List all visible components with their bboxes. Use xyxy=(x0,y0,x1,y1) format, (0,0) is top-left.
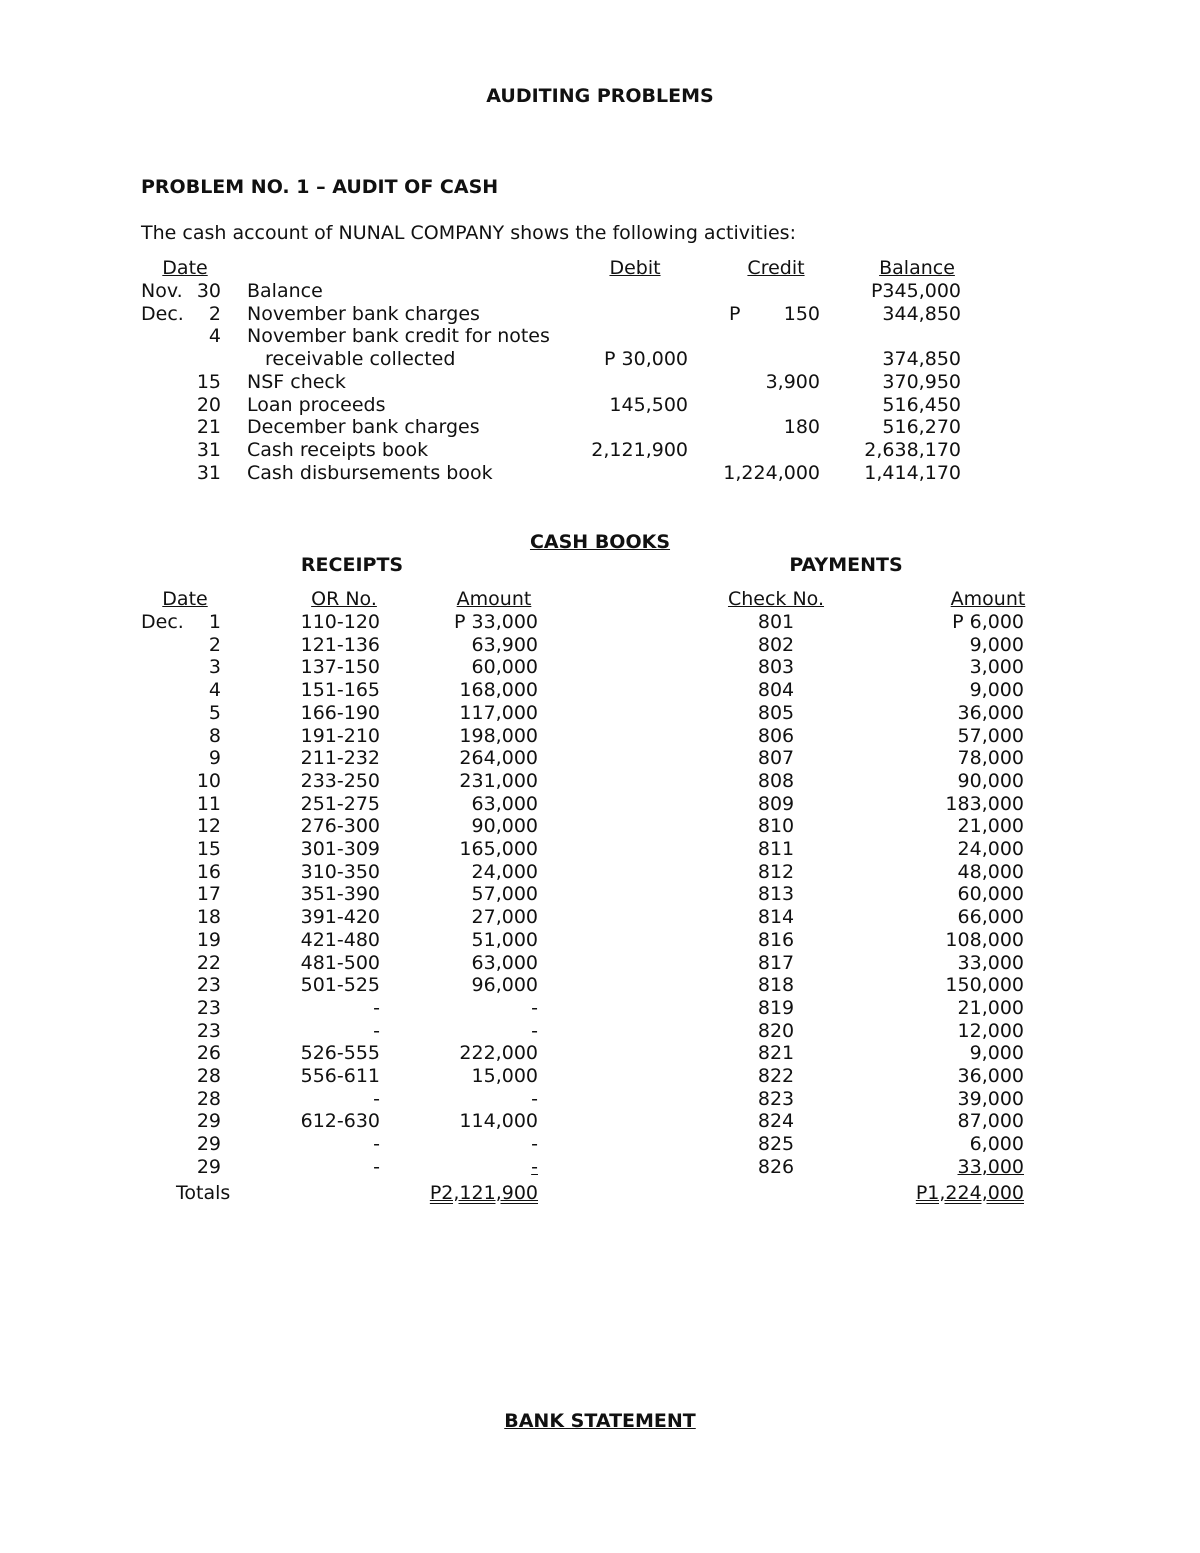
payment-amount: 48,000 xyxy=(957,860,1024,883)
entry-description: December bank charges xyxy=(247,416,480,439)
totals-row xyxy=(0,1182,1200,1205)
payment-amount: 21,000 xyxy=(957,815,1024,838)
cash-book-row xyxy=(0,1156,1200,1179)
bank-statement-title: BANK STATEMENT xyxy=(504,1410,696,1432)
cash-account-row xyxy=(0,348,1200,371)
receipt-amount: - xyxy=(531,1155,538,1178)
cash-book-row xyxy=(0,611,1200,634)
payment-check-no: 822 xyxy=(757,1065,795,1087)
book-day: 2 xyxy=(208,633,221,656)
payment-check-no: 804 xyxy=(757,679,795,702)
col-header-date: Date xyxy=(162,588,208,610)
book-day: 3 xyxy=(208,656,221,679)
entry-debit: P 30,000 xyxy=(604,348,688,371)
receipt-amount: - xyxy=(531,1133,538,1156)
receipt-or-no: 276-300 xyxy=(300,815,380,838)
payment-check-no: 824 xyxy=(757,1110,795,1133)
cash-account-row xyxy=(0,280,1200,303)
receipt-amount: 27,000 xyxy=(471,906,538,929)
entry-day: 21 xyxy=(196,416,221,439)
payment-check-no: 818 xyxy=(757,974,795,997)
entry-credit: 3,900 xyxy=(765,370,820,393)
entry-balance: 344,850 xyxy=(882,302,961,325)
receipt-amount: 15,000 xyxy=(471,1065,538,1087)
cash-account-row xyxy=(0,325,1200,348)
payment-check-no: 823 xyxy=(757,1087,795,1110)
receipts-total: P2,121,900 xyxy=(429,1182,538,1204)
payment-amount: P 6,000 xyxy=(952,611,1024,633)
receipt-or-no: 137-150 xyxy=(300,656,380,679)
receipt-or-no: - xyxy=(373,1155,380,1178)
cash-book-row xyxy=(0,1020,1200,1043)
payment-check-no: 801 xyxy=(757,611,795,633)
receipt-or-no: 351-390 xyxy=(300,883,380,906)
payment-check-no: 807 xyxy=(757,747,795,770)
entry-day: 20 xyxy=(196,393,221,416)
book-day: 12 xyxy=(196,815,221,838)
payment-amount: 9,000 xyxy=(969,1042,1024,1065)
receipt-or-no: - xyxy=(373,1087,380,1110)
payment-check-no: 820 xyxy=(757,1019,795,1042)
intro-text: The cash account of NUNAL COMPANY shows the following activities: xyxy=(141,222,796,244)
payment-amount: 33,000 xyxy=(957,951,1024,974)
cash-book-row xyxy=(0,883,1200,906)
cash-book-row xyxy=(0,1065,1200,1088)
payment-amount: 183,000 xyxy=(945,792,1024,815)
receipt-or-no: 310-350 xyxy=(300,860,380,883)
receipt-amount: 51,000 xyxy=(471,928,538,951)
payment-check-no: 826 xyxy=(757,1155,795,1178)
entry-description: November bank credit for notes xyxy=(247,325,550,348)
entry-description: Loan proceeds xyxy=(247,393,386,416)
cash-book-row xyxy=(0,656,1200,679)
book-day: 16 xyxy=(196,860,221,883)
receipt-or-no: 233-250 xyxy=(300,769,380,792)
payment-amount: 108,000 xyxy=(945,928,1024,951)
payment-amount: 36,000 xyxy=(957,701,1024,724)
entry-description: Cash receipts book xyxy=(247,438,429,461)
cash-book-row xyxy=(0,747,1200,770)
payment-check-no: 812 xyxy=(757,860,795,883)
entry-description: November bank charges xyxy=(247,302,480,325)
payment-amount: 6,000 xyxy=(969,1133,1024,1156)
payment-check-no: 808 xyxy=(757,769,795,792)
receipt-amount: 198,000 xyxy=(459,724,538,747)
entry-description: Balance xyxy=(247,280,323,302)
entry-description: Cash disbursements book xyxy=(247,461,493,484)
cash-book-row xyxy=(0,702,1200,725)
receipt-or-no: - xyxy=(373,996,380,1019)
payment-check-no: 816 xyxy=(757,928,795,951)
receipt-or-no: 391-420 xyxy=(300,906,380,929)
cash-book-row xyxy=(0,861,1200,884)
receipt-amount: P 33,000 xyxy=(454,611,538,633)
payment-amount: 66,000 xyxy=(957,906,1024,929)
payment-amount: 57,000 xyxy=(957,724,1024,747)
cash-book-row xyxy=(0,952,1200,975)
receipt-or-no: - xyxy=(373,1133,380,1156)
payment-amount: 24,000 xyxy=(957,838,1024,860)
receipt-amount: 63,000 xyxy=(471,792,538,815)
receipt-amount: 264,000 xyxy=(459,747,538,770)
entry-month: Nov. xyxy=(141,280,183,302)
receipt-or-no: 166-190 xyxy=(300,701,380,724)
entry-balance: P345,000 xyxy=(870,280,961,302)
entry-day: 15 xyxy=(196,370,221,393)
entry-description: receivable collected xyxy=(265,348,456,371)
cash-book-row xyxy=(0,974,1200,997)
payments-total: P1,224,000 xyxy=(915,1182,1024,1204)
receipt-amount: 90,000 xyxy=(471,815,538,838)
cash-account-row xyxy=(0,462,1200,485)
book-day: 23 xyxy=(196,974,221,997)
payment-check-no: 821 xyxy=(757,1042,795,1065)
payment-amount: 12,000 xyxy=(957,1019,1024,1042)
entry-day: 31 xyxy=(196,461,221,484)
cash-books-header-row xyxy=(0,588,1200,611)
receipt-or-no: 211-232 xyxy=(300,747,380,770)
book-day: 22 xyxy=(196,951,221,974)
book-day: 19 xyxy=(196,928,221,951)
entry-credit: 180 xyxy=(783,416,820,439)
payment-amount: 36,000 xyxy=(957,1065,1024,1087)
cash-book-row xyxy=(0,725,1200,748)
payment-amount: 21,000 xyxy=(957,996,1024,1019)
receipt-amount: 222,000 xyxy=(459,1042,538,1065)
cash-book-row xyxy=(0,1042,1200,1065)
entry-balance: 516,450 xyxy=(882,393,961,416)
book-day: 5 xyxy=(208,701,221,724)
cash-book-row xyxy=(0,1110,1200,1133)
entry-month: Dec. xyxy=(141,302,184,325)
cash-book-row xyxy=(0,906,1200,929)
cash-book-row xyxy=(0,997,1200,1020)
receipt-amount: 24,000 xyxy=(471,860,538,883)
entry-day: 4 xyxy=(208,325,221,348)
receipt-or-no: 556-611 xyxy=(300,1065,380,1087)
book-day: 18 xyxy=(196,906,221,929)
payment-check-no: 817 xyxy=(757,951,795,974)
payment-check-no: 819 xyxy=(757,996,795,1019)
book-day: 11 xyxy=(196,792,221,815)
totals-label: Totals xyxy=(176,1182,231,1204)
receipt-amount: 117,000 xyxy=(459,701,538,724)
receipt-amount: 63,900 xyxy=(471,633,538,656)
receipt-amount: - xyxy=(531,996,538,1019)
entry-day: 30 xyxy=(196,280,221,302)
payment-amount: 9,000 xyxy=(969,633,1024,656)
entry-balance: 516,270 xyxy=(882,416,961,439)
receipt-amount: - xyxy=(531,1019,538,1042)
payment-amount: 39,000 xyxy=(957,1087,1024,1110)
cash-account-row xyxy=(0,394,1200,417)
entry-balance: 370,950 xyxy=(882,370,961,393)
cash-book-row xyxy=(0,679,1200,702)
book-day: 29 xyxy=(196,1155,221,1178)
receipt-or-no: 191-210 xyxy=(300,724,380,747)
receipt-amount: 96,000 xyxy=(471,974,538,997)
entry-day: 2 xyxy=(208,302,221,325)
book-day: 10 xyxy=(196,769,221,792)
payment-amount: 9,000 xyxy=(969,679,1024,702)
cash-account-row xyxy=(0,416,1200,439)
book-day: 15 xyxy=(196,838,221,860)
cash-account-header-row xyxy=(0,257,1200,280)
receipt-or-no: 421-480 xyxy=(300,928,380,951)
receipt-or-no: 301-309 xyxy=(300,838,380,860)
payment-check-no: 805 xyxy=(757,701,795,724)
entry-balance: 374,850 xyxy=(882,348,961,371)
receipt-amount: 63,000 xyxy=(471,951,538,974)
book-day: 4 xyxy=(208,679,221,702)
book-day: 9 xyxy=(208,747,221,770)
col-header-amount: Amount xyxy=(456,588,532,610)
receipt-or-no: - xyxy=(373,1019,380,1042)
cash-book-row xyxy=(0,793,1200,816)
payment-check-no: 806 xyxy=(757,724,795,747)
book-day: 26 xyxy=(196,1042,221,1065)
payment-amount: 150,000 xyxy=(945,974,1024,997)
payment-check-no: 825 xyxy=(757,1133,795,1156)
receipt-amount: 60,000 xyxy=(471,656,538,679)
receipt-amount: - xyxy=(531,1087,538,1110)
payments-title: PAYMENTS xyxy=(789,554,903,576)
book-day: 1 xyxy=(208,611,221,633)
cash-book-row xyxy=(0,815,1200,838)
col-header-payment-amount: Amount xyxy=(950,588,1026,610)
book-day: 29 xyxy=(196,1110,221,1133)
receipt-or-no: 251-275 xyxy=(300,792,380,815)
payment-amount: 78,000 xyxy=(957,747,1024,770)
cash-account-row xyxy=(0,371,1200,394)
entry-credit: 1,224,000 xyxy=(723,461,820,484)
receipt-amount: 57,000 xyxy=(471,883,538,906)
receipt-or-no: 612-630 xyxy=(300,1110,380,1133)
receipt-or-no: 481-500 xyxy=(300,951,380,974)
receipt-or-no: 121-136 xyxy=(300,633,380,656)
cash-book-row xyxy=(0,1133,1200,1156)
entry-balance: 2,638,170 xyxy=(864,438,961,461)
book-day: 17 xyxy=(196,883,221,906)
col-header-credit: Credit xyxy=(747,257,805,279)
book-day: 29 xyxy=(196,1133,221,1156)
entry-credit-currency: P xyxy=(729,302,741,325)
problem-title: PROBLEM NO. 1 – AUDIT OF CASH xyxy=(141,176,499,198)
receipt-amount: 114,000 xyxy=(459,1110,538,1133)
page-title: AUDITING PROBLEMS xyxy=(486,85,714,107)
book-day: 28 xyxy=(196,1065,221,1087)
receipt-amount: 165,000 xyxy=(459,838,538,860)
payment-amount: 33,000 xyxy=(957,1155,1024,1178)
entry-balance: 1,414,170 xyxy=(864,461,961,484)
cash-account-row xyxy=(0,303,1200,326)
entry-credit: 150 xyxy=(783,302,820,325)
cash-account-row xyxy=(0,439,1200,462)
payment-check-no: 809 xyxy=(757,792,795,815)
entry-description: NSF check xyxy=(247,370,346,393)
payment-amount: 3,000 xyxy=(969,656,1024,679)
book-day: 28 xyxy=(196,1087,221,1110)
payment-amount: 60,000 xyxy=(957,883,1024,906)
col-header-debit: Debit xyxy=(609,257,661,279)
entry-day: 31 xyxy=(196,438,221,461)
col-header-or-no: OR No. xyxy=(311,588,377,610)
receipt-or-no: 526-555 xyxy=(300,1042,380,1065)
entry-debit: 145,500 xyxy=(609,393,688,416)
cash-book-row xyxy=(0,634,1200,657)
payment-amount: 90,000 xyxy=(957,769,1024,792)
payment-check-no: 803 xyxy=(757,656,795,679)
book-day: 8 xyxy=(208,724,221,747)
payment-check-no: 810 xyxy=(757,815,795,838)
cash-book-row xyxy=(0,1088,1200,1111)
receipt-amount: 168,000 xyxy=(459,679,538,702)
book-month: Dec. xyxy=(141,611,184,633)
entry-debit: 2,121,900 xyxy=(591,438,688,461)
book-day: 23 xyxy=(196,1019,221,1042)
payment-check-no: 813 xyxy=(757,883,795,906)
cash-book-row xyxy=(0,770,1200,793)
payment-check-no: 814 xyxy=(757,906,795,929)
payment-check-no: 811 xyxy=(757,838,795,860)
receipt-or-no: 151-165 xyxy=(300,679,380,702)
book-day: 23 xyxy=(196,996,221,1019)
cash-book-row xyxy=(0,838,1200,861)
cash-books-title: CASH BOOKS xyxy=(529,531,671,553)
payment-amount: 87,000 xyxy=(957,1110,1024,1133)
col-header-check-no: Check No. xyxy=(727,588,825,610)
receipt-amount: 231,000 xyxy=(459,769,538,792)
receipts-title: RECEIPTS xyxy=(300,554,404,576)
col-header-balance: Balance xyxy=(879,257,955,279)
receipt-or-no: 110-120 xyxy=(300,611,380,633)
receipt-or-no: 501-525 xyxy=(300,974,380,997)
cash-book-row xyxy=(0,929,1200,952)
payment-check-no: 802 xyxy=(757,633,795,656)
col-header-date: Date xyxy=(162,257,208,279)
